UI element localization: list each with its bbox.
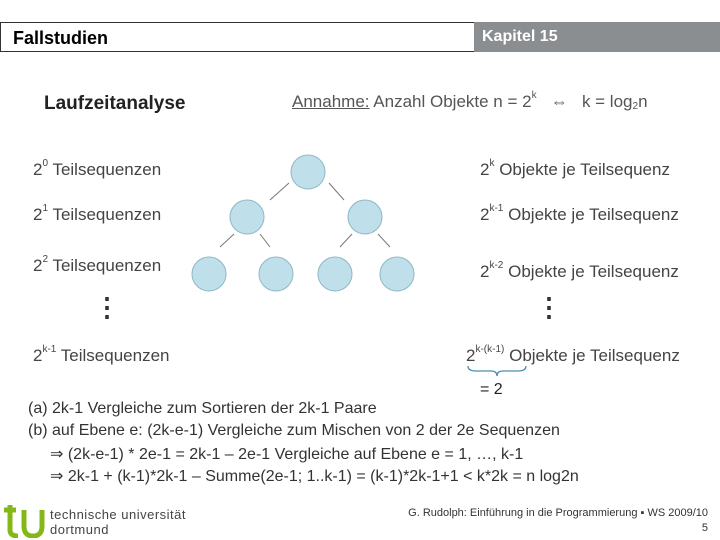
- tree-node-level1-right: [348, 200, 382, 234]
- tu-logo-icon: [2, 504, 46, 538]
- right-ellipsis: ⋮: [536, 292, 562, 322]
- left-level-0-text: Teilsequenzen: [52, 160, 162, 179]
- university-name: [50, 507, 186, 537]
- tree-node-level2-1: [192, 257, 226, 291]
- header-section-title: Fallstudien: [13, 28, 109, 48]
- right-level-0-text: Objekte je Teilsequenz: [499, 160, 670, 179]
- right-level-1-exp: k-1: [489, 203, 504, 214]
- footer-credit-text: G. Rudolph: Einführung in die Programmierung ▪ WS 2009/10: [408, 507, 708, 519]
- left-level-k-base: 2: [33, 346, 43, 365]
- right-level-k: [466, 346, 680, 366]
- assumption-rhs-sub: 2: [632, 101, 639, 112]
- right-level-k-text: Objekte je Teilsequenz: [509, 346, 680, 365]
- assumption-label: Annahme:: [292, 92, 370, 111]
- assumption-text: Anzahl Objekte n = 2: [373, 92, 532, 111]
- right-level-k-exp: k-(k-1): [475, 344, 505, 355]
- right-level-2-text: Objekte je Teilsequenz: [508, 262, 679, 281]
- footer-credit: [408, 506, 708, 536]
- brace-label: = 2: [480, 381, 503, 398]
- line-d: ⇒ 2k-1 + (k-1)*2k-1 – Summe(2e-1; 1..k-1) = (k-1)*2k-1+1 < k*2k = n log2n: [50, 468, 579, 485]
- line-a: (a) 2k-1 Vergleiche zum Sortieren der 2k-1 Paare: [28, 400, 377, 417]
- left-level-2-text: Teilsequenzen: [52, 256, 162, 275]
- left-level-1-text: Teilsequenzen: [52, 205, 162, 224]
- merge-tree-diagram: [180, 150, 440, 300]
- right-level-2-exp: k-2: [489, 260, 504, 271]
- assumption-rhs-end: n: [638, 92, 648, 111]
- left-level-0-exp: 0: [42, 158, 49, 169]
- left-level-k-exp: k-1: [42, 344, 57, 355]
- header-chapter-title: Kapitel 15: [482, 28, 558, 45]
- right-level-1-base: 2: [480, 205, 490, 224]
- right-level-k-base: 2: [466, 346, 476, 365]
- line-c: ⇒ (2k-e-1) * 2e-1 = 2k-1 – 2e-1 Vergleiche auf Ebene e = 1, …, k-1: [50, 446, 524, 463]
- right-level-2: [480, 262, 679, 282]
- left-level-k-text: Teilsequenzen: [60, 346, 170, 365]
- right-level-0-base: 2: [480, 160, 490, 179]
- left-level-2-base: 2: [33, 256, 43, 275]
- left-level-1: [33, 205, 161, 225]
- tree-node-level2-4: [380, 257, 414, 291]
- right-level-1-text: Objekte je Teilsequenz: [508, 205, 679, 224]
- equivalence-arrow: ⇔: [550, 92, 568, 111]
- header-right-bar: [474, 22, 720, 52]
- slide-title: Laufzeitanalyse: [44, 93, 186, 114]
- right-level-0-exp: k: [489, 158, 495, 169]
- left-level-2-exp: 2: [42, 254, 49, 265]
- right-level-0: [480, 160, 670, 180]
- right-level-2-base: 2: [480, 262, 490, 281]
- assumption-exp: k: [531, 90, 537, 101]
- university-line2: dortmund: [50, 522, 109, 537]
- assumption-rhs: k = log: [581, 92, 633, 111]
- left-level-0: [33, 160, 161, 180]
- tree-node-level1-left: [230, 200, 264, 234]
- left-level-2: [33, 256, 161, 276]
- left-level-0-base: 2: [33, 160, 43, 179]
- line-b: (b) auf Ebene e: (2k-e-1) Vergleiche zum Mischen von 2 der 2e Sequenzen: [28, 422, 560, 439]
- tree-node-level2-3: [318, 257, 352, 291]
- left-level-1-exp: 1: [42, 203, 49, 214]
- header-left-bar: [0, 22, 474, 52]
- assumption-line: [292, 92, 648, 112]
- tree-node-root: [291, 155, 325, 189]
- underbrace: [466, 364, 528, 378]
- left-level-1-base: 2: [33, 205, 43, 224]
- right-level-1: [480, 205, 679, 225]
- page-number: 5: [701, 522, 708, 534]
- university-line1: technische universität: [50, 507, 187, 522]
- left-ellipsis: ⋮: [94, 292, 120, 322]
- tree-node-level2-2: [259, 257, 293, 291]
- left-level-k: [33, 346, 170, 366]
